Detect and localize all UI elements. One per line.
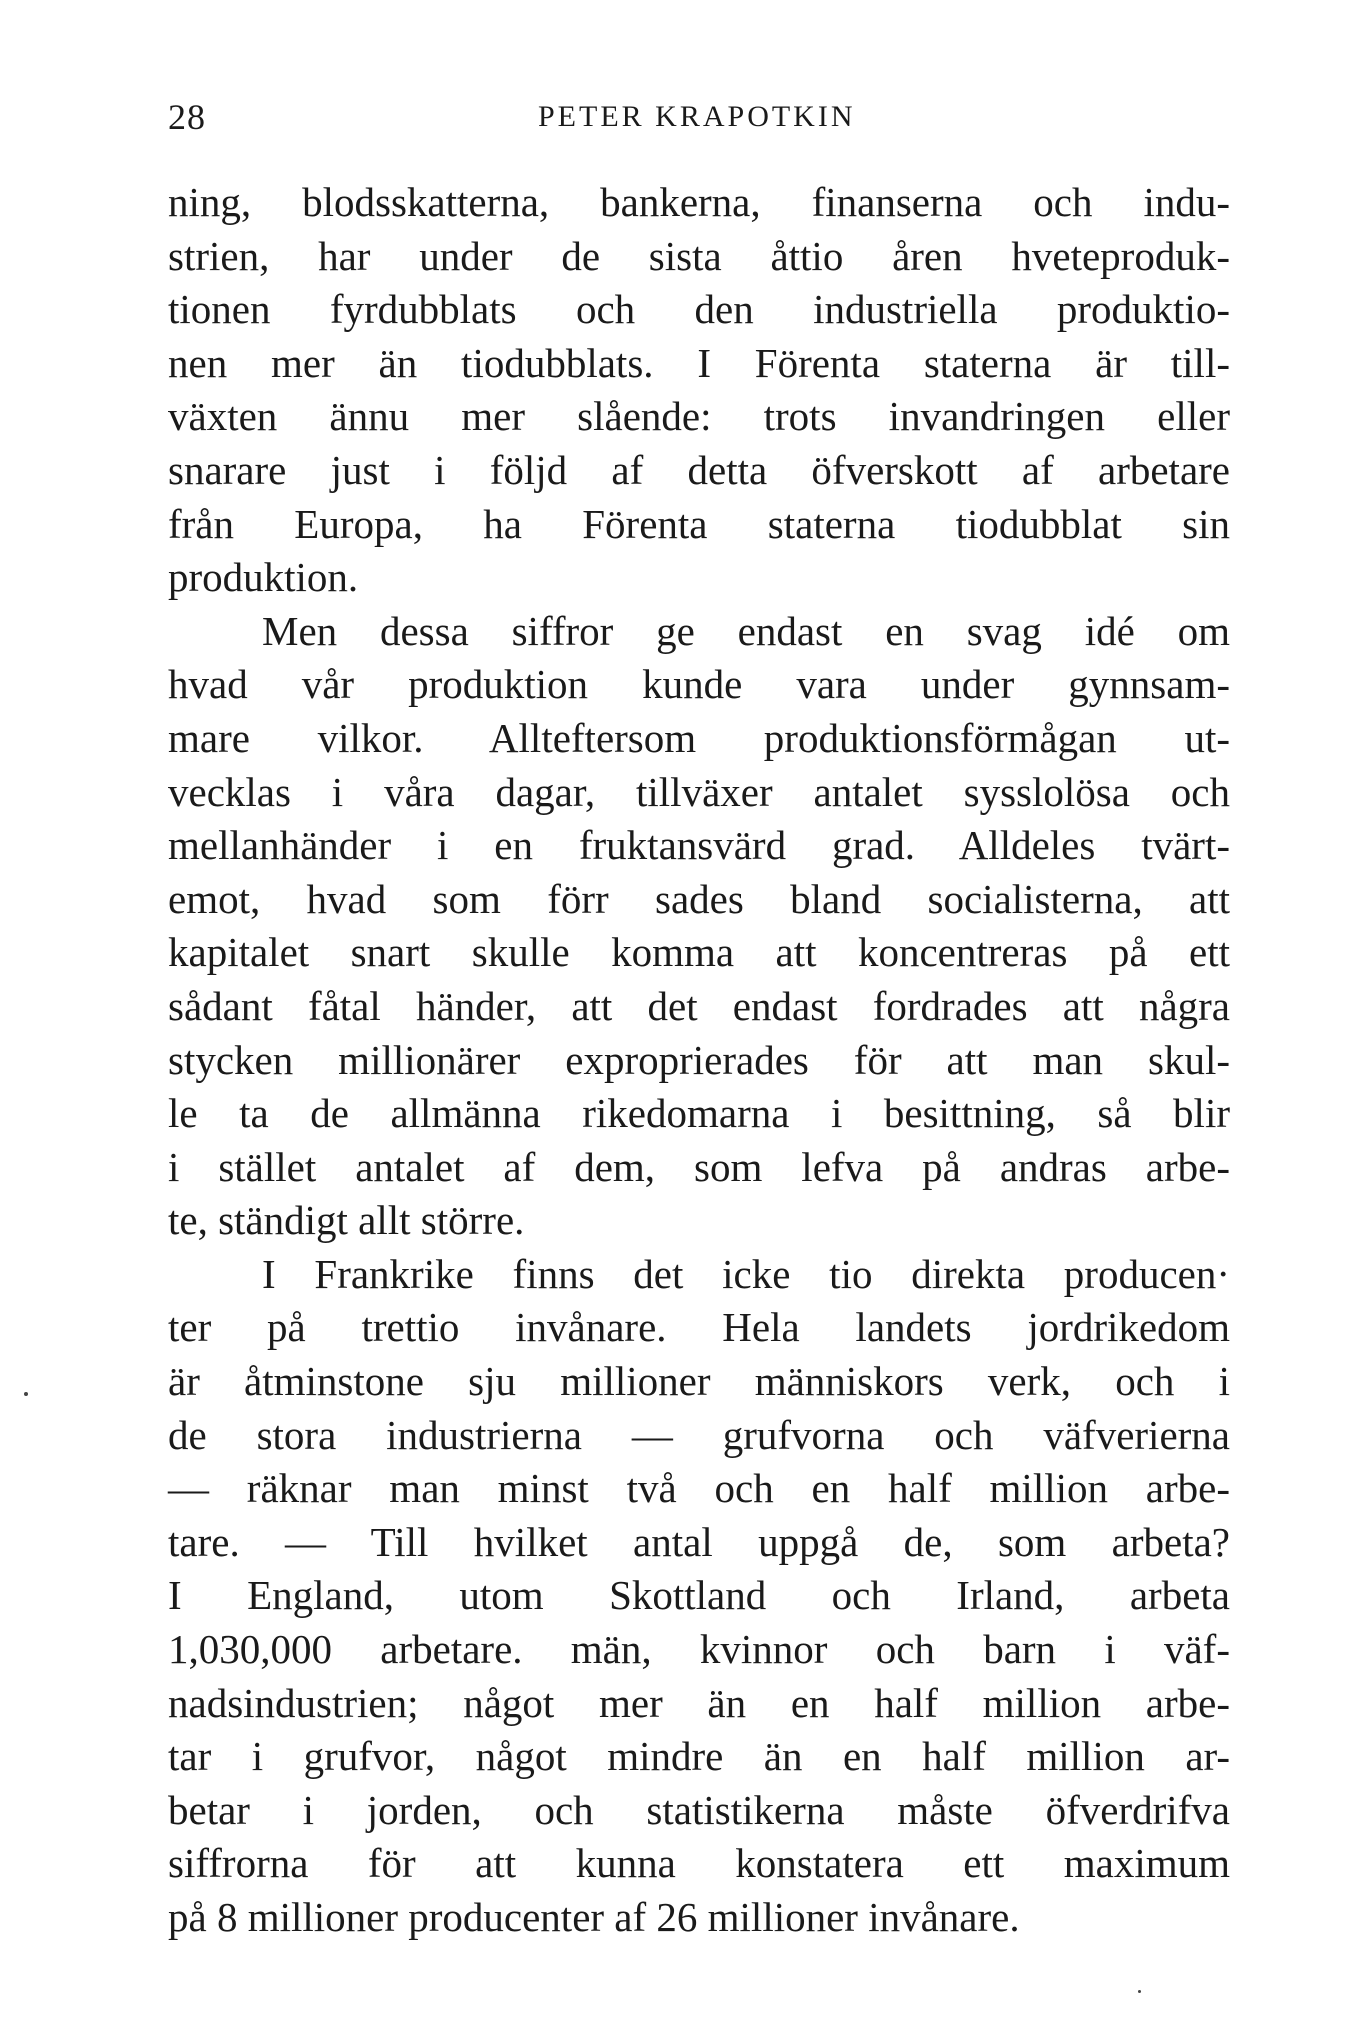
text-line: sådant fåtal händer, att det endast fordrades att några xyxy=(168,982,1230,1029)
text-line: ter på trettio invånare. Hela landets jordrikedom xyxy=(168,1304,1230,1351)
text-line: mellanhänder i en fruktansvärd grad. Alldeles tvärt- xyxy=(168,822,1230,869)
text-line: strien, har under de sista åttio åren hveteproduk- xyxy=(168,232,1230,279)
running-head: PETER KRAPOTKIN xyxy=(538,100,856,133)
print-speck xyxy=(1138,1990,1141,1993)
text-line: mare vilkor. Allteftersom produktionsförmågan ut- xyxy=(168,714,1230,761)
text-line: snarare just i följd af detta öfverskott af arbetare xyxy=(168,446,1230,493)
paragraph-start-line: I Frankrike finns det icke tio direkta producen· xyxy=(262,1250,1230,1297)
text-line: 1,030,000 arbetare. män, kvinnor och barn i väf- xyxy=(168,1626,1230,1673)
text-line: nadsindustrien; något mer än en half million arbe- xyxy=(168,1679,1230,1726)
body-text xyxy=(168,176,1230,1945)
text-line: nen mer än tiodubblats. I Förenta staterna är till- xyxy=(168,339,1230,386)
text-line: kapitalet snart skulle komma att koncentreras på ett xyxy=(168,929,1230,976)
text-line: i stället antalet af dem, som lefva på andras arbe- xyxy=(168,1143,1230,1190)
text-line: produktion. xyxy=(168,554,359,601)
text-line: emot, hvad som förr sades bland socialisterna, att xyxy=(168,875,1230,922)
text-line: på 8 millioner producenter af 26 millioner invånare. xyxy=(168,1894,1020,1940)
text-line: växten ännu mer slående: trots invandringen eller xyxy=(168,393,1230,440)
text-line: från Europa, ha Förenta staterna tiodubblat sin xyxy=(168,500,1230,547)
text-line: de stora industrierna — grufvorna och väfverierna xyxy=(168,1411,1230,1458)
text-line: betar i jorden, och statistikerna måste öfverdrifva xyxy=(168,1786,1230,1833)
text-line: siffrorna för att kunna konstatera ett maximum xyxy=(168,1840,1230,1887)
text-line: le ta de allmänna rikedomarna i besittning, så blir xyxy=(168,1090,1230,1137)
text-line: tar i grufvor, något mindre än en half million ar- xyxy=(168,1733,1230,1780)
text-line: stycken millionärer exproprierades för att man skul- xyxy=(168,1036,1230,1083)
page-number: 28 xyxy=(168,97,206,137)
text-line: I England, utom Skottland och Irland, arbeta xyxy=(168,1572,1230,1619)
page-header xyxy=(168,96,1228,140)
text-line: tare. — Till hvilket antal uppgå de, som arbeta? xyxy=(168,1518,1230,1565)
text-line: — räknar man minst två och en half million arbe- xyxy=(168,1465,1230,1512)
text-line: är åtminstone sju millioner människors verk, och i xyxy=(168,1358,1230,1405)
text-line: hvad vår produktion kunde vara under gynnsam- xyxy=(168,661,1230,708)
text-line: tionen fyrdubblats och den industriella produktio- xyxy=(168,286,1230,333)
print-speck xyxy=(24,1392,28,1396)
text-line: te, ständigt allt större. xyxy=(168,1197,525,1244)
text-line: ning, blodsskatterna, bankerna, finanserna och indu- xyxy=(168,179,1230,225)
text-line: vecklas i våra dagar, tillväxer antalet sysslolösa och xyxy=(168,768,1230,815)
paragraph-start-line: Men dessa siffror ge endast en svag idé om xyxy=(262,607,1230,654)
